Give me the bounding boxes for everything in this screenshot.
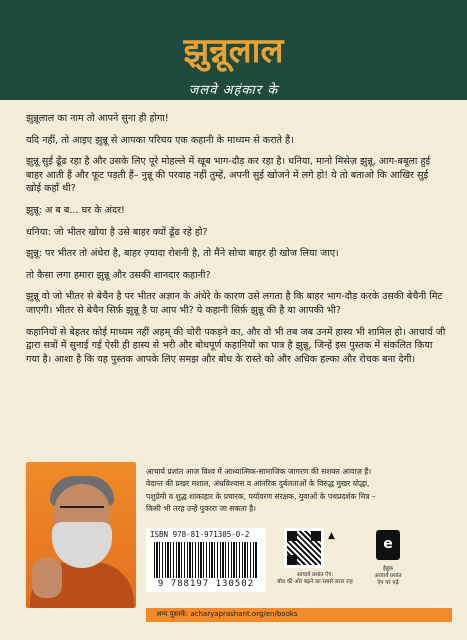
book-title: झुन्नूलाल <box>183 31 284 71</box>
book-subtitle: जलवे अहंकार के <box>188 83 279 98</box>
books-link[interactable]: अन्य पुस्तकें: acharyaprashant.org/en/books <box>156 610 298 618</box>
blurb-paragraph: कहानियों से बेहतर कोई माध्यम नहीं अहम् की चोरी पकड़ने का, और वो भी तब जब उनमें हास्य भी शामिल हो। आचार्य जी द्वारा सत्रों में सुनाई गई ऐसी ही हास्य से भरी और बोधपूर्ण कहानियों का पात्र है झुन्नू, जिन्हें इस पुस्तक में संकलित किया गया है। आशा है कि यह पुस्तक आपके लिए समझ और बोध के रास्ते को और अधिक हल्का और रोचक बना देगी। <box>26 326 446 365</box>
blurb-paragraph: झुन्नू सुई ढूँढ रहा है और उसके लिए पूरे मोहल्ले में खूब भाग-दौड़ कर रहा है। धनिया, मानो मिसेज़ झुन्नू, आग-बबूला हुई बाहर आती हैं और फूट पड़ती हैं– नुन्नू की परवाह नहीं तुम्हें, अपनी सुई खोजने में लगे हो! ये तो बताओ कि आखिर सुई खोई कहाँ थी? <box>26 156 431 195</box>
qr-caption-line: बोध की ओर बढ़ने का सबसे सरल राह <box>277 579 353 585</box>
barcode-icon <box>154 542 258 578</box>
ebook-caption <box>360 566 416 587</box>
isbn-label: ISBN 978-81-971305-0-2 <box>150 530 250 539</box>
ebook-caption-line: ईबुक <box>382 566 394 572</box>
qr-caption-line: आचार्य प्रशांत ऐप: <box>296 572 334 578</box>
author-bio-line: किसी भी तरह उन्हें पुकारा जा सकता है। <box>146 504 256 514</box>
footer-bar <box>146 608 452 622</box>
ebook-icon[interactable] <box>376 530 400 560</box>
blurb-paragraph: झुन्नू वो जो भीतर से बेचैन है पर भीतर अज्ञान के अंधेरे के कारण उसे लगता है कि बाहर भाग-दौड़ करके उसकी बेचैनी मिट जाएगी। भीतर से बेचैन सिर्फ़ झुन्नू है या आप भी? ये कहानी सिर्फ़ झुन्नू की है या आपकी भी? <box>26 291 443 316</box>
android-icon: ▲ <box>328 531 335 541</box>
qr-pattern <box>287 531 321 565</box>
author-photo <box>26 462 136 608</box>
blurb-paragraph: झुन्नू: अ ब ब... घर के अंदर! <box>26 204 125 216</box>
author-bio-line: आचार्य प्रशांत आज विश्व में आध्यात्मिक-सामाजिक जागरण की सशक्त आवाज़ हैं। <box>146 467 372 476</box>
author-hand <box>32 558 62 598</box>
blurb-paragraph: धनिया: जो भीतर खोया है उसे बाहर क्यों ढूँढ रहे हो? <box>26 226 208 238</box>
barcode-number: 9 788197 130502 <box>157 579 255 589</box>
author-bio <box>146 466 448 516</box>
ebook-caption-line: आचार्य प्रशांत <box>374 573 402 579</box>
blurb-paragraph: यदि नहीं, तो आइए झुन्नू से आपका परिचय एक कहानी के माध्यम से कराते हैं। <box>26 134 294 146</box>
author-bio-line: पशुप्रेमी व शुद्ध शाकाहार के प्रचारक, पर्यावरण संरक्षक, युवाओं के पथप्रदर्शक मित्र – <box>146 491 376 501</box>
isbn-block <box>146 528 266 592</box>
blurb-paragraph: झुन्नू: पर भीतर तो अंधेरा है, बाहर ज़्यादा रोशनी है, तो मैंने सोचा बाहर ही खोज लिया जाए। <box>26 248 339 260</box>
qr-code-icon[interactable] <box>284 528 324 568</box>
app-store-icons <box>328 530 340 542</box>
ebook-letter: e <box>383 536 393 552</box>
author-glasses <box>60 506 104 518</box>
blurb <box>26 112 446 374</box>
cover-header <box>0 0 467 100</box>
author-bio-line: वेदान्त की प्रखर मशाल, अंधविश्वास व आंतरिक दुर्बलताओं के विरुद्ध मुखर योद्धा, <box>146 479 370 489</box>
ebook-caption-line: ऐप पर पढ़ें <box>377 580 399 586</box>
qr-caption <box>270 572 360 586</box>
blurb-paragraph: तो कैसा लगा हमारा झुन्नू और उसकी शानदार कहानी? <box>26 269 211 281</box>
author-beard <box>52 522 112 568</box>
blurb-paragraph: झुन्नूलाल का नाम तो आपने सुना ही होगा! <box>26 113 169 124</box>
